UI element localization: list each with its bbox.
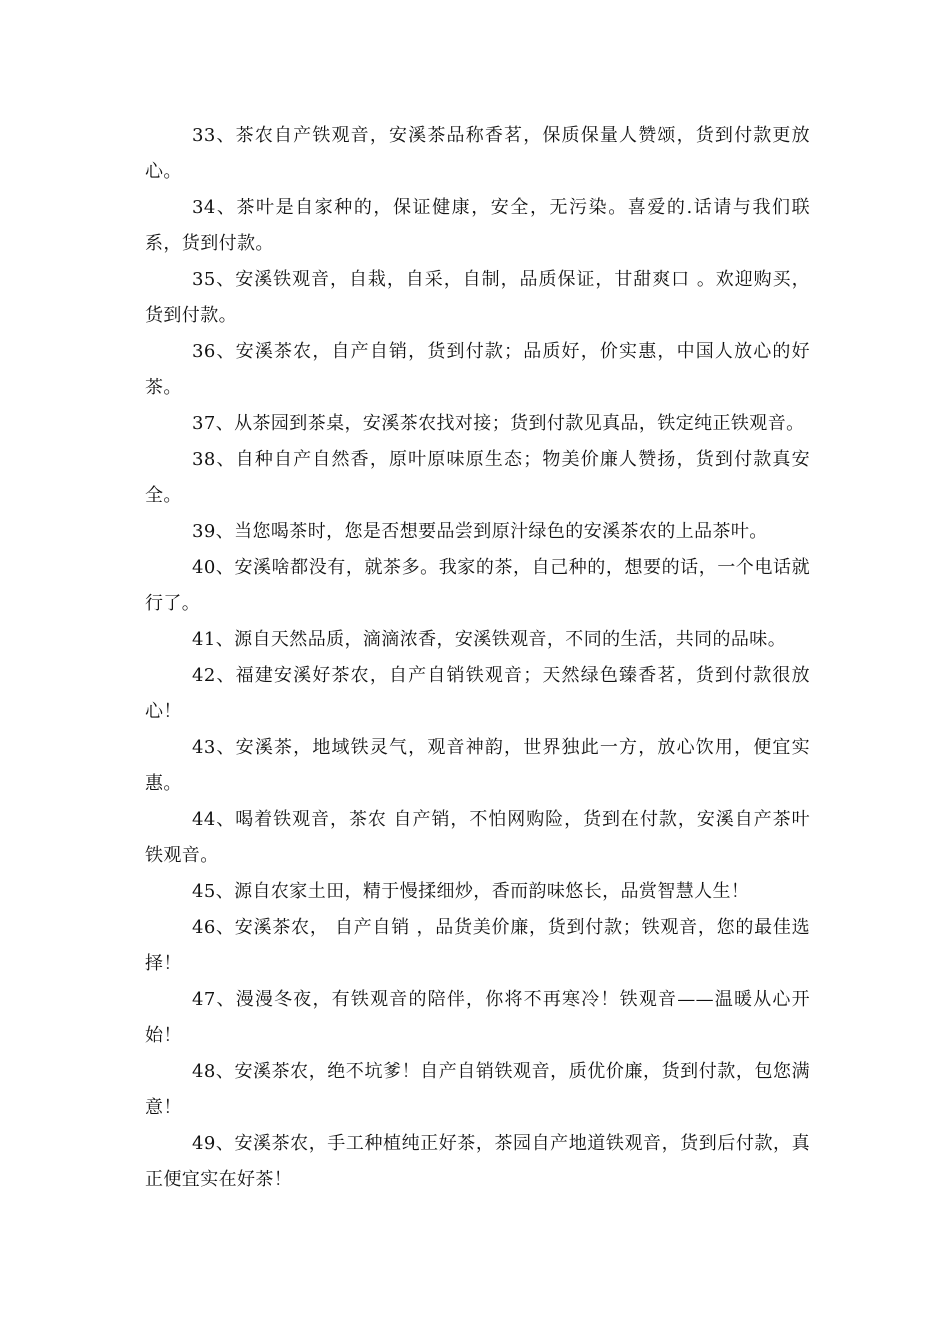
paragraph-47: 47、漫漫冬夜，有铁观音的陪伴，你将不再寒冷！铁观音——温暖从心开始！ <box>145 989 810 1046</box>
paragraph-45: 45、源自农家土田，精于慢揉细炒，香而韵味悠长，品赏智慧人生！ <box>192 881 750 902</box>
paragraph-34: 34、茶叶是自家种的，保证健康，安全，无污染。喜爱的.话请与我们联系，货到付款。 <box>145 197 810 254</box>
paragraph-49: 49、安溪茶农，手工种植纯正好茶，茶园自产地道铁观音，货到后付款，真正便宜实在好茶！ <box>145 1133 810 1190</box>
paragraph-35: 35、安溪铁观音，自栽，自采，自制，品质保证，甘甜爽口 。欢迎购买，货到付款。 <box>145 269 810 326</box>
paragraph-40: 40、安溪啥都没有，就茶多。我家的茶，自己种的，想要的话，一个电话就行了。 <box>145 557 810 614</box>
paragraph-44: 44、喝着铁观音，茶农 自产销，不怕网购险，货到在付款，安溪自产茶叶铁观音。 <box>145 809 810 866</box>
paragraph-41: 41、源自天然品质，滴滴浓香，安溪铁观音，不同的生活，共同的品味。 <box>192 629 787 650</box>
paragraph-46: 46、安溪茶农， 自产自销 ，品货美价廉，货到付款；铁观音，您的最佳选择！ <box>145 917 810 974</box>
paragraph-43: 43、安溪茶，地域铁灵气，观音神韵，世界独此一方，放心饮用，便宜实惠。 <box>145 737 810 794</box>
document-body <box>145 118 810 1198</box>
paragraph-33: 33、茶农自产铁观音，安溪茶品称香茗，保质保量人赞颂，货到付款更放心。 <box>145 125 810 182</box>
paragraph-36: 36、安溪茶农，自产自销，货到付款；品质好，价实惠，中国人放心的好茶。 <box>145 341 810 398</box>
paragraph-37: 37、从茶园到茶桌，安溪茶农找对接；货到付款见真品，铁定纯正铁观音。 <box>192 413 805 434</box>
paragraph-48: 48、安溪茶农，绝不坑爹！自产自销铁观音，质优价廉，货到付款，包您满意！ <box>145 1061 810 1118</box>
paragraph-38: 38、自种自产自然香，原叶原味原生态；物美价廉人赞扬，货到付款真安全。 <box>145 449 810 506</box>
paragraph-39: 39、当您喝茶时，您是否想要品尝到原汁绿色的安溪茶农的上品茶叶。 <box>192 521 768 542</box>
paragraph-42: 42、福建安溪好茶农，自产自销铁观音；天然绿色臻香茗，货到付款很放心！ <box>145 665 810 722</box>
